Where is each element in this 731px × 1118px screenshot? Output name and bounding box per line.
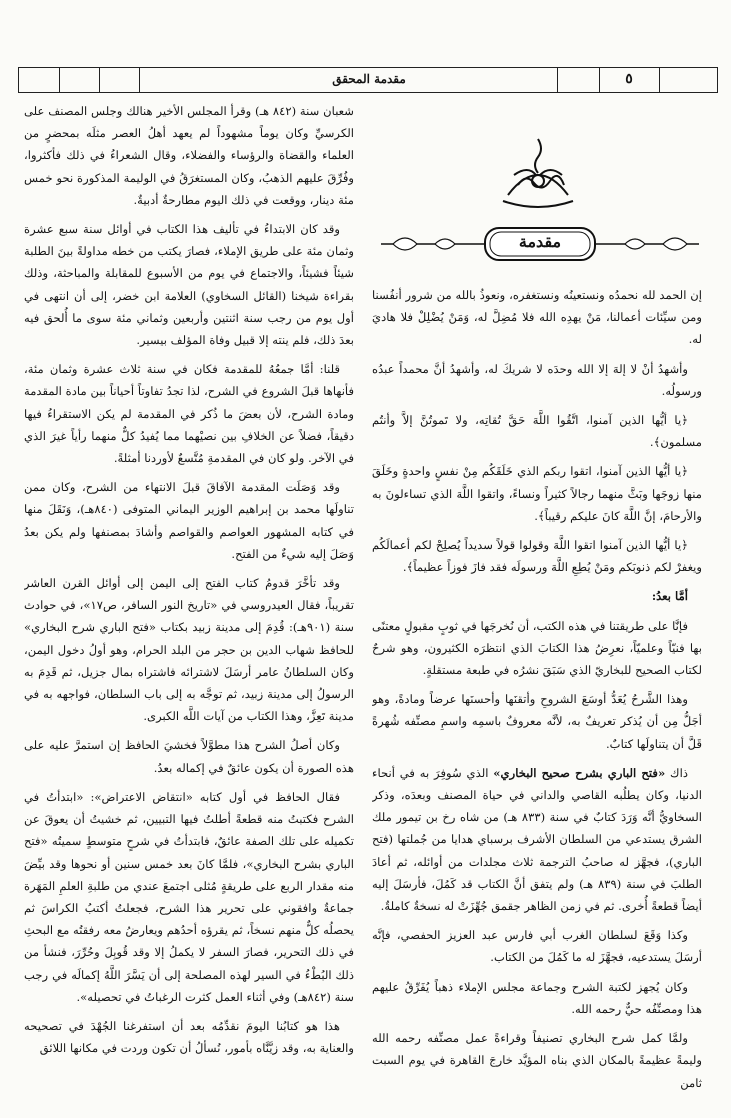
page-number: ٥: [625, 71, 633, 87]
paragraph: وقد وَصَلَت المقدمة الآفاقَ قبلَ الانتهاء من الشرح، وكان ممن تناولَها محمد بن إبراهيم الوزير اليماني المتوفى (٨٤٠هـ)، وَنَقَلَ منها في كتابه المشهور العواصم والقواصم وأشادَ بمصنفها ولم يكن بعدُ وَصَلَ إليه شيءٌ من الفتح.: [24, 480, 354, 561]
paragraph: فقال الحافظ في أول كتابه «انتقاض الاعتراض»: «ابتدأتُ في الشرح فكتبتُ منه قطعةً أطلتُ فيها التبيين، ثم خشيتُ أن يعوقَ عن تكميله على تلك الصفة عائقٌ، فابتدأتُ في شرحٍ متوسطٍ سميتُه «فتح الباري بشرح البخاري»، فلمَّا كانَ بعد خمس سنين أو نحوها وقد بيِّضَ منه مقدار الربع على طريقةٍ مُثلى اجتمعَ عندي من طلبةِ العلمِ المَهَرة جماعةٌ وافقوني على تحرير هذا الشرح، فجعلتُ أكتبُ الكراسَ ثم يحصلُه كلٌّ منهم نسخاً، ثم يقرؤه أحدُهم ويعارضُ معه رفقتُه مع البحثِ في ذلك التحرير، فصارَ السفر لا يكملُ إلا وقد قُوبِلَ وحُرِّرَ، فنشأ من ذلك البُطْءُ في السير لهذه المصلحة إلى أن يَسَّرَ اللَّهُ إكمالَه في رجب سنة (٨٤٢هـ) وفي أثناء العمل كثرت الرغباتُ في تحصيله».: [24, 789, 354, 1004]
header-divider: [557, 68, 558, 92]
paragraph: وقد تأخَّرَ قدومُ كتاب الفتح إلى اليمن إلى أوائل القرن العاشر تقريباً، فقال العيدروسي في «تاريخ النور السافر، ص١٧»، في حوادث سنة (٩٠١هـ): قُدِمَ إلى مدينة زبيد بكتاب «فتح الباري شرح البخاري» للحافظ شهاب الدين بن حجر من البلد الحرام، وهو أولُ دخول اليمن، وكان السلطانُ عامر أرسَلَ لاشترائه فاشتراه بمال جزيل، ثم قَدِمَ به الرسولُ إلى مدينة زبيد، ثم توجَّه به إلى باب السلطان، فواجهه به في مدينة تَعِزَّ، وهذا الكتاب من آيات اللَّه الكبرى.: [24, 576, 354, 724]
header-divider: [599, 68, 600, 92]
header-divider: [659, 68, 660, 92]
paragraph: وكان يُجهز لكتبة الشرح وجماعة مجلس الإملاء ذهباً يُفَرِّقُ عليهم هذا ومصنِّفُه حيٌّ رحمه الله.: [372, 979, 702, 1016]
header-cell: [139, 68, 180, 92]
section-heading: أمَّا بعدُ:: [651, 589, 688, 604]
paragraph: وكذا وَقَعَ لسلطان الغرب أبي فارس عبد العزيز الحفصي، فإنَّه أرسَلَ يستدعيه، فجهَّزَ له ما كَمُلَ من الكتاب.: [372, 928, 702, 965]
paragraph: وقد كان الابتداءُ في تأليف هذا الكتاب في أوائل سنة سبع عشرة وثمان مئة على طريق الإملاء، فصارَ يكتب من خطه مداولةً بينَ الطلبة شيئاً فشيئاً، والاجتماع في يوم من الأسبوع للمقابلة والمباحثة، وذلك بقراءة شيخنا (القائل السخاوي) العلامة ابن خضر، إلى أن انتهى في أول يوم من رجب سنة اثنتين وأربعين وثماني مئة سوى ما أُلحق فيه بعدَ ذلك، فلم ينته إلا قبيل وفاة المؤلف بيسير.: [24, 222, 354, 348]
book-title: «فتح الباري بشرح صحيح البخاري»: [493, 765, 666, 780]
header-cell: [99, 68, 140, 92]
paragraph: فإنَّا على طريقتنا في هذه الكتب، أن نُخرجَها في ثوبٍ مقبولٍ معتنًى بها فنيّاً وعلميّاً، نعرِضُ هذا الكتابَ الذي انتظرَه الكثيرون، وهو شرحٌ لكتاب الصحيح للبخاريّ الذي سَبَقَ نشرُه في طبعة مستقلةٍ.: [372, 618, 702, 678]
paragraph: وكان أصلُ الشرح هذا مطوَّلاً فخشيَ الحافظ إن استمرَّ عليه على هذه الصورة أن يكون عائقٌ في إكماله بعدُ.: [24, 738, 354, 775]
paragraph: هذا هو كتابُنا اليومَ نقدِّمُه بعد أن استفرغنا الجُهْدَ في تصحيحه والعناية به، وقد زيَّنَّاه بأمور، نُسألُ أن تكون وردت في مكانها اللائق: [24, 1018, 354, 1056]
header-cell: [59, 68, 100, 92]
paragraph: ﴿يا أيُّها الذين آمنوا، اتَّقُوا اللَّهَ حَقَّ تُقاتِه، ولا تَموتُنَّ إلاَّ وأنتُم مسلمون﴾.: [372, 413, 702, 450]
paragraph: وأشهدُ أنْ لا إلهَ إلا الله وحدَه لا شريكَ له، وأشهدُ أنَّ محمداً عبدُه ورسولُه.: [372, 361, 702, 398]
paragraph: ﴿يا أيُّها الذين آمنوا، اتقوا ربكم الذي خَلَقَكُم مِنْ نفسٍ واحدةٍ وخَلَقَ منها زوجَها وبَثَّ منهما رجالاً كثيراً ونساءً، واتقوا اللَّهَ الذي تساءلونَ به والأرحامَ، إنَّ اللَّهَ كانَ عليكم رقيباً﴾.: [372, 464, 702, 523]
paragraph: وهذا الشَّرحُ يُعَدُّ أوسَعَ الشروحِ وأتقنَها وأحسنَها عرضاً ومادةً، وهو أجَلُّ مِن أن يُذكر تعريفٌ به، لأنَّه معروفٌ باسمِه واسمِ مصنِّفه شُهرةً قَلَّ أن يتناولَها كتابٌ.: [372, 692, 702, 751]
paragraph: قلنا: أمَّا جمعُهُ للمقدمة فكان في سنة ثلاث عشرة وثمان مئة، فأنهاها قبلَ الشروع في الشرح، لذا تجدُ تفاوتاً أحياناً بين مادة المقدمة ومادة الشرح، لأن بعضَ ما ذُكر في المقدمة لم يكن الاستقراءُ فيها دقيقاً، فضلاً عن الخلافِ بين نصيْهما مما يُفيدُ كلٌّ منهما رأياً غيرَ الذي في الآخر. ولو كان في المقدمةِ مُتَّسعٌ لأوردنا أمثلةً.: [24, 362, 354, 466]
paragraph: ولمَّا كمل شرح البخاري تصنيفاً وقراءةً عمل مصنِّفه رحمه الله وليمةً عظيمةً بالمكان الذي بناه المؤيَّد خارجَ القاهرة في يوم السبت ثامن: [372, 1031, 702, 1090]
right-column: [372, 284, 702, 1110]
paragraph: ذاك «فتح الباري بشرح صحيح البخاري» الذي سُوفِرَ به في أنحاء الدنيا، وكان يطلُبه القاصي والداني في حياة المصنف وبعدَه، وذكر السخاويُّ أنَّه وَرَدَ كتابٌ في سنة (٨٣٣ هـ) من شاه رخ بن تيمور ملك الشرق يستدعي من السلطان الأشرف برسباي هدايا من جُملتها (فتح الباري)، فجهَّز له صاحبُ الترجمة ثلاث مجلدات من أوائله، ثم أعادَ الطلبَ في سنة (٨٣٩ هـ) ولم يتفق أنَّ الكتاب قد كَمُلَ، فأرسَلَ إليه أيضاً قطعةً أُخرى. ثم في زمن الظاهر جقمق جُهِّزَتْ له نسخةٌ كاملةٌ.: [372, 765, 702, 914]
paragraph: ﴿يا أيُّها الذين آمنوا اتقوا اللَّهَ وقولوا قولاً سديداً يُصلِحْ لكم أعمالَكُم ويغفرْ لكم ذنوبَكم ومَنْ يُطِعِ اللَّهَ ورسولَه فقد فازَ فوزاً عظيماً﴾.: [372, 538, 702, 575]
paragraph: شعبان سنة (٨٤٢ هـ) وقرأ المجلس الأخير هنالك وجلس المصنف على الكرسيِّ وكان يوماً مشهوداً لم يعهد أهلُ العصر مثلَه بمحضرٍ من العلماء والقضاة والرؤساء والفضلاء، وقال الشعراءُ في ذلك فأكثروا، وفُرِّقَ عليهم الذهبُ، وكان المستغرَقُ في الوليمة المذكورة نحو خمس مئة دينار، ووقعت في ذلك اليوم مطارحةٌ أدبيةٌ.: [24, 104, 354, 207]
header-title: مقدمة المحقق: [332, 72, 406, 86]
left-column: [24, 100, 354, 1110]
header-cell: [19, 68, 59, 92]
running-header: [18, 67, 718, 93]
section-banner: [375, 222, 705, 266]
banner-title: مقدمة: [518, 232, 562, 251]
paragraph: إن الحمد لله نحمدُه ونستعينُه ونستغفره، ونعوذُ بالله من شرور أنفُسنا ومن سيِّئات أعمالنا، مَنْ يهدِه الله فلا مُضِلَّ له، وَمَنْ يُضْلِلْ فلا هاديَ له.: [372, 288, 702, 347]
basmala-calligraphy: [488, 135, 588, 215]
